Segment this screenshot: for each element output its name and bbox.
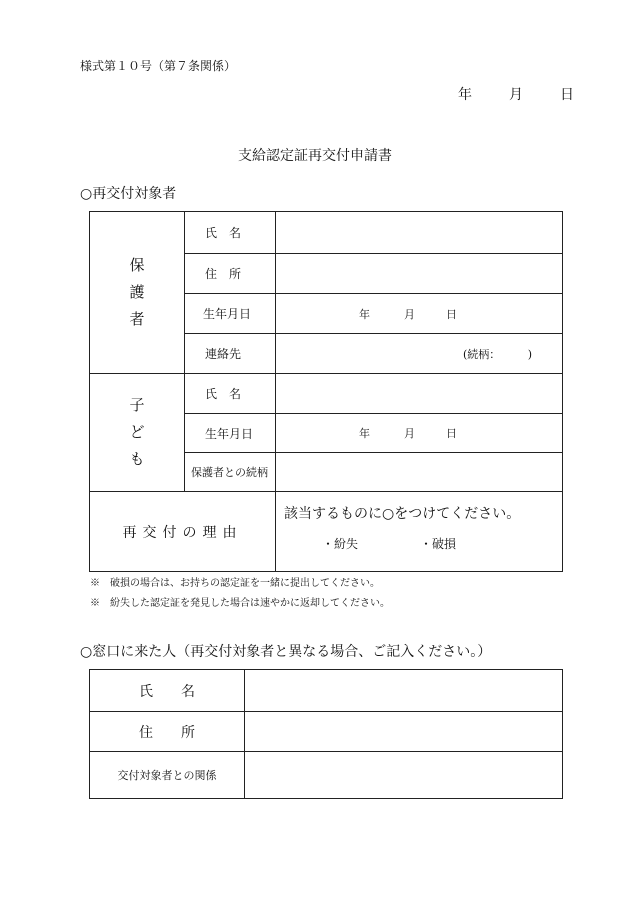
reissue-reason-field xyxy=(276,492,563,572)
child-relationship-label: 保護者との続柄 xyxy=(185,453,276,492)
date-month-label: 月 xyxy=(509,87,523,103)
document-title: 支給認定証再交付申請書 xyxy=(238,148,392,164)
guardian-birth-day: 日 xyxy=(446,307,457,321)
child-birthdate-field[interactable] xyxy=(276,414,563,453)
child-relationship-field[interactable] xyxy=(276,453,563,492)
visitor-address-label: 住 所 xyxy=(90,712,245,752)
visitor-name-field[interactable] xyxy=(245,670,563,712)
guardian-address-field[interactable] xyxy=(276,254,563,294)
guardian-relationship-note: (続柄： ) xyxy=(463,347,533,361)
guardian-group-label: 保 護 者 xyxy=(90,212,185,374)
guardian-address-label: 住 所 xyxy=(185,254,276,294)
window-visitor-table xyxy=(89,669,563,799)
child-name-field[interactable] xyxy=(276,374,563,414)
visitor-name-label: 氏 名 xyxy=(90,670,245,712)
child-birthdate-label: 生年月日 xyxy=(185,414,276,453)
date-year-label: 年 xyxy=(458,87,472,103)
reissue-target-table xyxy=(89,211,563,572)
visitor-address-field[interactable] xyxy=(245,712,563,752)
guardian-contact-field[interactable] xyxy=(276,334,563,374)
guardian-name-label: 氏 名 xyxy=(185,212,276,254)
reason-option-damaged[interactable]: ・破損 xyxy=(420,537,457,551)
date-day-label: 日 xyxy=(560,87,574,103)
child-group-label: 子 ど も xyxy=(90,374,185,492)
visitor-relationship-field[interactable] xyxy=(245,752,563,799)
visitor-relationship-label: 交付対象者との関係 xyxy=(90,752,245,799)
guardian-name-field[interactable] xyxy=(276,212,563,254)
note-damaged: ※ 破損の場合は、お持ちの認定証を一緒に提出してください。 xyxy=(90,578,380,589)
child-birth-year: 年 xyxy=(359,427,370,440)
section-heading-reissue-target: ○再交付対象者 xyxy=(80,186,177,202)
form-number: 様式第１０号（第７条関係） xyxy=(80,59,237,73)
reason-option-lost[interactable]: ・紛失 xyxy=(322,537,359,551)
reissue-reason-label: 再交付の理由 xyxy=(90,492,276,572)
guardian-birth-year: 年 xyxy=(359,307,370,321)
child-birth-month: 月 xyxy=(404,427,415,440)
reason-instruction: 該当するものに○をつけてください。 xyxy=(284,506,521,522)
guardian-birthdate-label: 生年月日 xyxy=(185,294,276,334)
child-name-label: 氏 名 xyxy=(185,374,276,414)
guardian-contact-label: 連絡先 xyxy=(185,334,276,374)
guardian-birth-month: 月 xyxy=(404,307,415,321)
guardian-birthdate-field[interactable] xyxy=(276,294,563,334)
child-birth-day: 日 xyxy=(446,427,457,440)
note-lost: ※ 紛失した認定証を発見した場合は速やかに返却してください。 xyxy=(90,598,390,609)
section-heading-window-visitor: ○窓口に来た人（再交付対象者と異なる場合、ご記入ください。） xyxy=(80,644,492,660)
